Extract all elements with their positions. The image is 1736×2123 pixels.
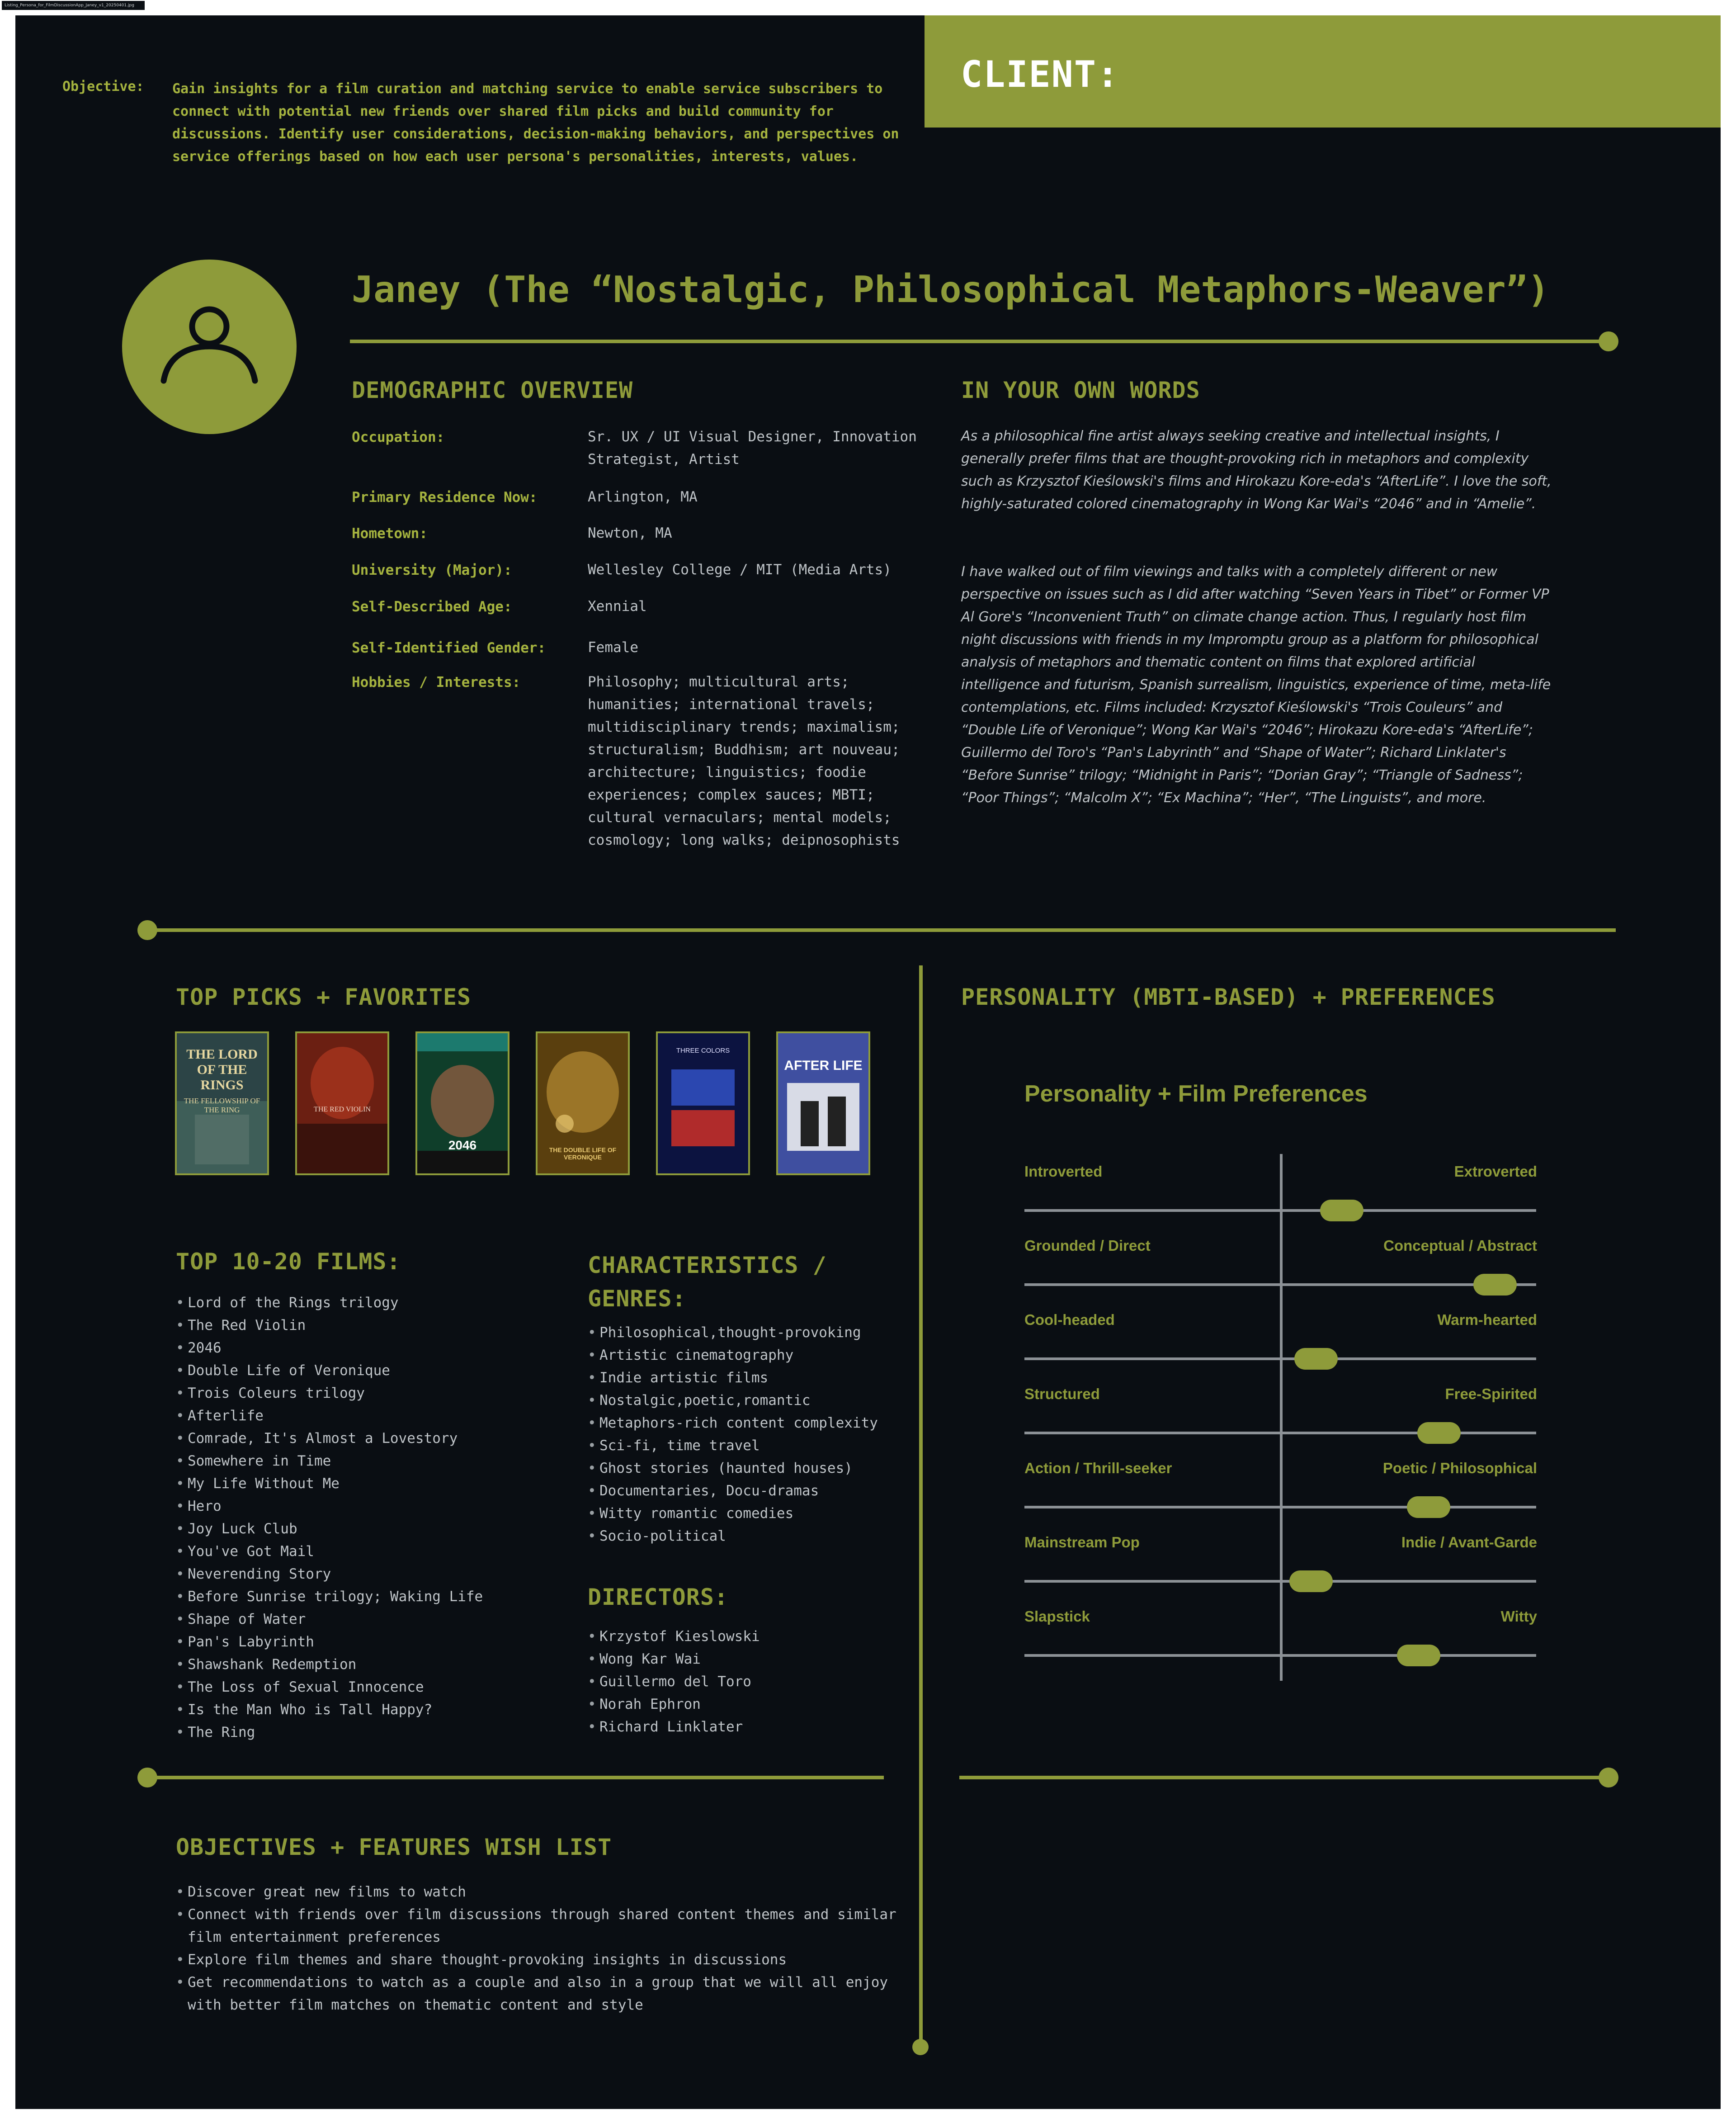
demo-label-hobbies: Hobbies / Interests: [352, 674, 521, 690]
list-item: • Metaphors-rich content complexity [588, 1412, 878, 1434]
poster-after-life[interactable] [776, 1031, 870, 1175]
list-item: • Somewhere in Time [176, 1450, 483, 1472]
list-item: • Shape of Water [176, 1608, 483, 1631]
own-words-paragraph-1: As a philosophical fine artist always seeking creative and intellectual insights, I generally prefer films that are thought-provoking rich in metaphors and complexity such as Krzysztof Kieślowski's films and Hirokazu Kore-eda's “AfterLife”. I love the soft, highly-saturated colored cinematography in Wong Kar Wai's “2046” and in “Amelie”. [961, 428, 1552, 512]
top-films-heading: TOP 10-20 FILMS: [176, 1248, 401, 1275]
client-banner [925, 15, 1721, 128]
name-divider-dot [1599, 331, 1618, 351]
scale-right-label: Indie / Avant-Garde [1401, 1534, 1537, 1551]
demo-value-hometown: Newton, MA [588, 525, 672, 541]
scale-left-label: Cool-headed [1024, 1311, 1115, 1328]
list-item: • Richard Linklater [588, 1716, 760, 1738]
scale-left-label: Grounded / Direct [1024, 1237, 1151, 1254]
persona-name: Janey (The “Nostalgic, Philosophical Metaphors-Weaver”) [352, 269, 1550, 311]
list-item: • Socio-political [588, 1525, 878, 1547]
personality-heading: PERSONALITY (MBTI-BASED) + PREFERENCES [961, 984, 1495, 1010]
scale-right-label: Witty [1500, 1608, 1537, 1625]
demo-value-age: Xennial [588, 598, 647, 615]
demo-label-hometown: Hometown: [352, 525, 428, 542]
scale-right-label: Warm-hearted [1437, 1311, 1537, 1328]
scale-track [1024, 1357, 1536, 1360]
list-item: • Witty romantic comedies [588, 1502, 878, 1525]
scale-right-label: Free-Spirited [1445, 1385, 1537, 1402]
scale-left-label: Slapstick [1024, 1608, 1090, 1625]
poster-title-top: THE RED VIOLIN [314, 1106, 371, 1113]
poster-title-top: AFTER LIFE [784, 1058, 863, 1073]
section-divider [151, 928, 1616, 932]
objective-text: Gain insights for a film curation and matching service to enable service subscribers to connect with potential new friends over shared film picks and build community for discussions. Identify user considerations, decision-making behaviors, and perspectives on service offerings based on how each user persona's personalities, interests, values. [172, 81, 899, 165]
poster-title-bottom: THE FELLOWSHIP OF THE RING [184, 1097, 260, 1114]
wishlist-heading: OBJECTIVES + FEATURES WISH LIST [176, 1834, 612, 1860]
list-item: • Documentaries, Docu-dramas [588, 1480, 878, 1502]
right-section-divider [959, 1776, 1607, 1779]
scale-track [1024, 1654, 1536, 1657]
list-item: • Discover great new films to watch [176, 1881, 899, 1903]
list-item: • Indie artistic films [588, 1366, 878, 1389]
demographics-heading: DEMOGRAPHIC OVERVIEW [352, 377, 633, 403]
genres-list [588, 1321, 878, 1547]
list-item: • Before Sunrise trilogy; Waking Life [176, 1585, 483, 1608]
list-item: • Connect with friends over film discussions through shared content themes and similar film entertainment preferences [176, 1903, 899, 1948]
chart-center-axis [1280, 1154, 1283, 1681]
demo-value-gender: Female [588, 639, 638, 656]
demo-value-hobbies: Philosophy; multicultural arts; humanities; international travels; multidisciplinary trends; maximalism; structuralism; Buddhism; art nouveau; architecture; linguistics; foodie experiences; complex sauces; MBTI; cultural vernaculars; mental models; cosmology; long walks; deipnosophists [588, 674, 900, 848]
list-item: • 2046 [176, 1337, 483, 1359]
list-item: • Shawshank Redemption [176, 1653, 483, 1676]
left-section-divider [151, 1776, 884, 1779]
list-item: • Wong Kar Wai [588, 1648, 760, 1670]
scale-right-label: Conceptual / Abstract [1383, 1237, 1537, 1254]
poster-title-bottom: THE DOUBLE LIFE OF VERONIQUE [549, 1146, 617, 1161]
user-icon [122, 260, 297, 434]
file-tag: Listing_Persona_for_FilmDiscussionApp_Janey_v1_20250401.jpg [2, 1, 145, 10]
list-item: • Norah Ephron [588, 1693, 760, 1716]
list-item: • Artistic cinematography [588, 1344, 878, 1366]
own-words-heading: IN YOUR OWN WORDS [961, 377, 1200, 403]
scale-track [1024, 1506, 1536, 1508]
wishlist-list [176, 1881, 899, 2016]
list-item: • Philosophical,thought-provoking [588, 1321, 878, 1344]
list-item: • The Red Violin [176, 1314, 483, 1337]
poster-red-violin[interactable] [295, 1031, 389, 1175]
demo-label-university: University (Major): [352, 562, 512, 578]
poster-title-top: THE LORD OF THE RINGS [186, 1047, 258, 1092]
list-item: • Neverending Story [176, 1563, 483, 1585]
name-divider [350, 340, 1607, 343]
persona-board [15, 15, 1721, 2109]
list-item: • The Ring [176, 1721, 483, 1744]
scale-left-label: Mainstream Pop [1024, 1534, 1140, 1551]
list-item: • My Life Without Me [176, 1472, 483, 1495]
list-item: • Lord of the Rings trilogy [176, 1291, 483, 1314]
poster-double-life-of-veronique[interactable] [536, 1031, 630, 1175]
list-item: • Trois Coleurs trilogy [176, 1382, 483, 1404]
scale-right-label: Extroverted [1454, 1163, 1537, 1180]
column-divider [919, 965, 923, 2046]
demo-value-university: Wellesley College / MIT (Media Arts) [588, 562, 892, 578]
demo-label-gender: Self-Identified Gender: [352, 640, 546, 656]
chart-title: Personality + Film Preferences [1024, 1081, 1368, 1107]
poster-three-colors[interactable] [656, 1031, 750, 1175]
poster-art [297, 1033, 387, 1173]
poster-2046[interactable] [415, 1031, 509, 1175]
scale-track [1024, 1580, 1536, 1583]
list-item: • Ghost stories (haunted houses) [588, 1457, 878, 1480]
client-label: CLIENT: [961, 53, 1120, 95]
list-item: • Double Life of Veronique [176, 1359, 483, 1382]
list-item: • Nostalgic,poetic,romantic [588, 1389, 878, 1412]
top-films-list [176, 1291, 483, 1744]
list-item: • Hero [176, 1495, 483, 1518]
list-item: • Comrade, It's Almost a Lovestory [176, 1427, 483, 1450]
genres-heading: CHARACTERISTICS / GENRES: [588, 1252, 827, 1312]
list-item: • Krzystof Kieslowski [588, 1625, 760, 1648]
directors-heading: DIRECTORS: [588, 1584, 729, 1610]
scale-marker[interactable] [1289, 1570, 1333, 1592]
directors-list [588, 1625, 760, 1738]
scale-track [1024, 1283, 1536, 1286]
top-picks-heading: TOP PICKS + FAVORITES [176, 984, 472, 1010]
scale-left-label: Action / Thrill-seeker [1024, 1460, 1172, 1476]
poster-lord-of-the-rings[interactable] [175, 1031, 269, 1175]
right-divider-dot [1599, 1768, 1618, 1787]
own-words-paragraph-2: I have walked out of film viewings and talks with a completely different or new perspective on issues such as I did after watching “Seven Years in Tibet” or Former VP Al Gore's “Inconvenient Truth” on climate change action. Thus, I regularly host film night discussions with friends in my Impromptu group as a platform for philosophical analysis of metaphors and thematic content on films that explored artificial intelligence and futurism, Spanish surrealism, linguistics, experience of time, meta-life contemplations, etc. Films included: Krzysztof Kieślowski's “Trois Couleurs” and “Double Life of Veronique”; Wong Kar Wai's “2046”; Hirokazu Kore-eda's “AfterLife”; Guillermo del Toro's “Pan's Labyrinth” and “Shape of Water”; Richard Linklater's “Before Sunrise” trilogy; “Midnight in Paris”; “Dorian Gray”; “Triangle of Sadness”; “Poor Things”; “Malcolm X”; “Ex Machina”; “Her”, “The Linguists”, and more. [961, 564, 1551, 806]
poster-title-top: THREE COLORS [676, 1047, 730, 1054]
objective-label: Objective: [62, 79, 144, 95]
scale-marker[interactable] [1417, 1422, 1461, 1444]
demo-label-occupation: Occupation: [352, 429, 445, 445]
demo-value-occupation: Sr. UX / UI Visual Designer, Innovation Strategist, Artist [588, 429, 917, 468]
avatar [122, 260, 297, 434]
list-item: • You've Got Mail [176, 1540, 483, 1563]
poster-title-bottom: 2046 [448, 1138, 477, 1152]
scale-left-label: Structured [1024, 1385, 1100, 1402]
scale-marker[interactable] [1407, 1496, 1450, 1518]
list-item: • Guillermo del Toro [588, 1670, 760, 1693]
column-divider-dot [912, 2039, 929, 2055]
demo-label-age: Self-Described Age: [352, 599, 512, 615]
list-item: • Sci-fi, time travel [588, 1434, 878, 1457]
scale-left-label: Introverted [1024, 1163, 1103, 1180]
demo-label-residence: Primary Residence Now: [352, 489, 538, 506]
list-item: • Get recommendations to watch as a couple and also in a group that we will all enjoy with better film matches on thematic content and style [176, 1971, 899, 2016]
list-item: • Is the Man Who is Tall Happy? [176, 1698, 483, 1721]
scale-track [1024, 1209, 1536, 1212]
list-item: • Explore film themes and share thought-provoking insights in discussions [176, 1948, 899, 1971]
scale-marker[interactable] [1320, 1200, 1363, 1221]
poster-art [778, 1033, 868, 1173]
list-item: • The Loss of Sexual Innocence [176, 1676, 483, 1698]
scale-marker[interactable] [1397, 1645, 1440, 1666]
scale-marker[interactable] [1473, 1274, 1517, 1296]
scale-right-label: Poetic / Philosophical [1382, 1460, 1537, 1476]
list-item: • Joy Luck Club [176, 1518, 483, 1540]
scale-marker[interactable] [1294, 1348, 1338, 1370]
list-item: • Afterlife [176, 1404, 483, 1427]
list-item: • Pan's Labyrinth [176, 1631, 483, 1653]
demo-value-residence: Arlington, MA [588, 489, 698, 505]
